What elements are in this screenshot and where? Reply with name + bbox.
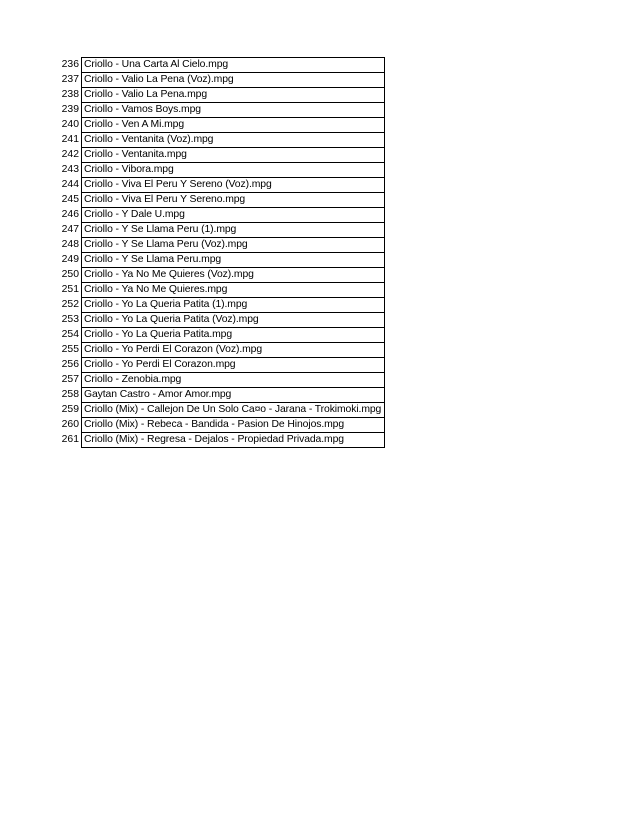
file-name-cell: Criollo - Zenobia.mpg [82,373,385,388]
table-row [58,313,385,328]
file-name-cell: Criollo - Viva El Peru Y Sereno.mpg [82,193,385,208]
table-row [58,298,385,313]
row-number: 244 [61,178,79,190]
row-number: 250 [61,268,79,280]
row-number: 240 [61,118,79,130]
row-number: 243 [61,163,79,175]
row-number: 245 [61,193,79,205]
file-name-cell: Criollo - Ya No Me Quieres.mpg [82,283,385,298]
table-row [58,343,385,358]
row-number: 237 [61,73,79,85]
table-row [58,148,385,163]
table-row [58,208,385,223]
file-name-cell: Criollo - Valio La Pena.mpg [82,88,385,103]
file-name-cell: Gaytan Castro - Amor Amor.mpg [82,388,385,403]
file-list-body [58,58,385,448]
row-number: 252 [61,298,79,310]
table-row [58,253,385,268]
row-number: 258 [61,388,79,400]
row-number: 239 [61,103,79,115]
table-row [58,268,385,283]
row-number: 241 [61,133,79,145]
row-number: 259 [61,403,79,415]
row-number: 236 [61,58,79,70]
table-row [58,163,385,178]
file-name-cell: Criollo - Una Carta Al Cielo.mpg [82,58,385,73]
row-number: 257 [61,373,79,385]
table-row [58,73,385,88]
file-name-cell: Criollo (Mix) - Callejon De Un Solo Ca¤o - Jarana - Trokimoki.mpg [82,403,385,418]
file-name-cell: Criollo (Mix) - Rebeca - Bandida - Pasion De Hinojos.mpg [82,418,385,433]
row-number: 248 [61,238,79,250]
table-row [58,103,385,118]
row-number: 238 [61,88,79,100]
file-name-cell: Criollo - Vamos Boys.mpg [82,103,385,118]
row-number: 249 [61,253,79,265]
row-number: 255 [61,343,79,355]
file-name-cell: Criollo - Ya No Me Quieres (Voz).mpg [82,268,385,283]
row-number: 242 [61,148,79,160]
table-row [58,388,385,403]
file-name-cell: Criollo - Yo La Queria Patita (Voz).mpg [82,313,385,328]
file-name-cell: Criollo - Yo La Queria Patita.mpg [82,328,385,343]
table-row [58,223,385,238]
row-number: 260 [61,418,79,430]
table-row [58,178,385,193]
table-row [58,88,385,103]
file-name-cell: Criollo - Ventanita.mpg [82,148,385,163]
row-number: 246 [61,208,79,220]
table-row [58,58,385,73]
row-number: 256 [61,358,79,370]
file-name-cell: Criollo - Valio La Pena (Voz).mpg [82,73,385,88]
file-name-cell: Criollo - Y Dale U.mpg [82,208,385,223]
file-name-cell: Criollo - Yo Perdi El Corazon.mpg [82,358,385,373]
table-row [58,403,385,418]
row-number: 247 [61,223,79,235]
table-row [58,358,385,373]
table-row [58,433,385,448]
row-number: 254 [61,328,79,340]
table-row [58,418,385,433]
file-name-cell: Criollo - Y Se Llama Peru.mpg [82,253,385,268]
table-row [58,133,385,148]
row-number: 261 [61,433,79,445]
file-name-cell: Criollo - Ven A Mi.mpg [82,118,385,133]
file-name-cell: Criollo - Viva El Peru Y Sereno (Voz).mpg [82,178,385,193]
file-name-cell: Criollo - Yo La Queria Patita (1).mpg [82,298,385,313]
table-row [58,118,385,133]
file-name-cell: Criollo - Ventanita (Voz).mpg [82,133,385,148]
file-name-cell: Criollo - Y Se Llama Peru (1).mpg [82,223,385,238]
table-row [58,238,385,253]
file-name-cell: Criollo (Mix) - Regresa - Dejalos - Propiedad Privada.mpg [82,433,385,448]
file-name-cell: Criollo - Y Se Llama Peru (Voz).mpg [82,238,385,253]
table-row [58,193,385,208]
file-name-cell: Criollo - Vibora.mpg [82,163,385,178]
table-row [58,373,385,388]
row-number: 251 [61,283,79,295]
row-number: 253 [61,313,79,325]
table-row [58,283,385,298]
file-list-table [58,57,385,448]
table-row [58,328,385,343]
file-name-cell: Criollo - Yo Perdi El Corazon (Voz).mpg [82,343,385,358]
